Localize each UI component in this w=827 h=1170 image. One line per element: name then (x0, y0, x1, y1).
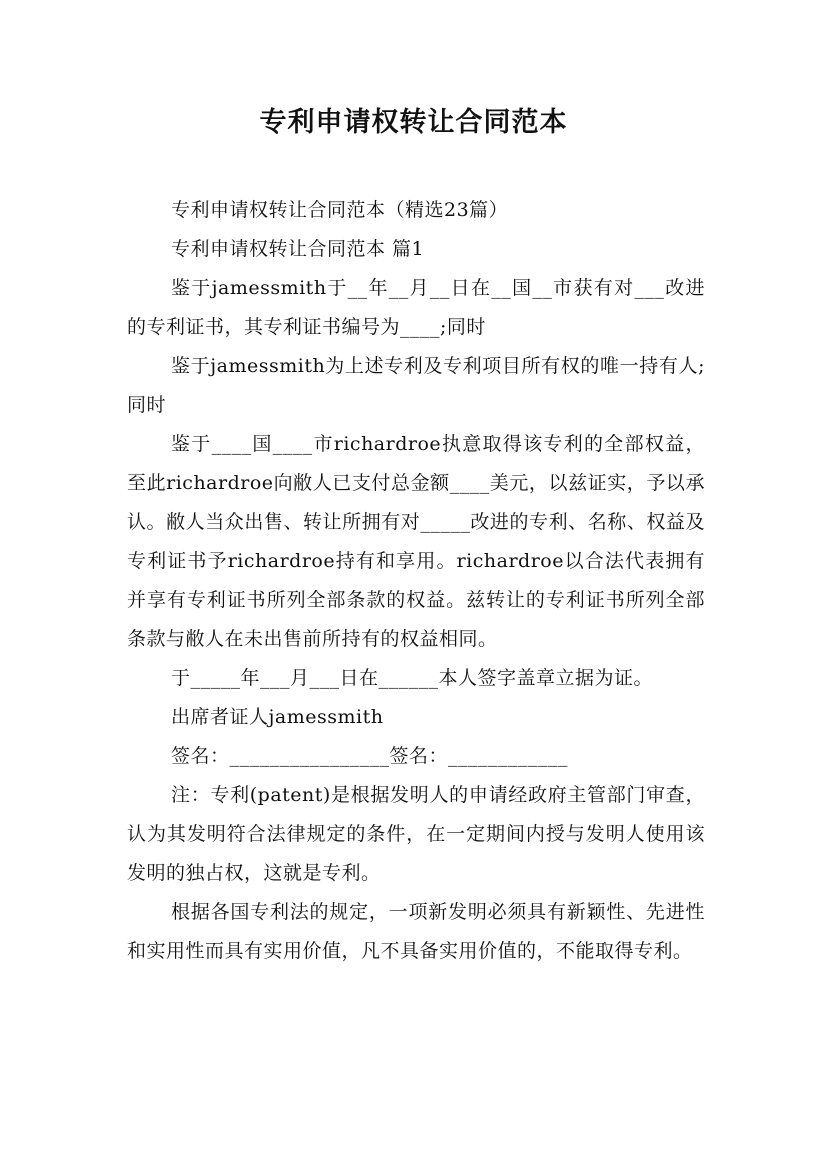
paragraph-note-requirements: 根据各国专利法的规定，一项新发明必须具有新颖性、先进性和实用性而具有实用价值，凡不具备实用价值的，不能取得专利。 (127, 901, 705, 962)
document-body (127, 191, 705, 971)
paragraph-note-definition: 注：专利(patent)是根据发明人的申请经政府主管部门审查，认为其发明符合法律规定的条件，在一定期间内授与发明人使用该发明的独占权，这就是专利。 (127, 784, 705, 884)
paragraph-whereas-holder: 鉴于jamessmith为上述专利及专利项目所有权的唯一持有人;同时 (127, 355, 705, 416)
paragraph-subtitle: 专利申请权转让合同范本（精选23篇） (171, 199, 509, 221)
document-title: 专利申请权转让合同范本 (259, 107, 568, 138)
paragraph-witness: 出席者证人jamessmith (171, 706, 384, 728)
paragraph-transfer-terms: 鉴于____国____市richardroe执意取得该专利的全部权益，至此richardroe向敝人已支付总金额____美元，以兹证实，予以承认。敝人当众出售、转让所拥有对_____改进的专利、名称、权益及专利证书予richardroe持有和享用。richardroe以合法代表拥有并享有专利证书所列全部条款的权益。兹转让的专利证书所列全部条款与敝人在未出售前所持有的权益相同。 (127, 433, 705, 650)
paragraph-whereas-patent: 鉴于jamessmith于__年__月__日在__国__市获有对___改进的专利证书，其专利证书编号为____;同时 (127, 277, 705, 338)
paragraph-date-seal: 于_____年___月___日在______本人签字盖章立据为证。 (171, 667, 654, 689)
paragraph-section-heading: 专利申请权转让合同范本 篇1 (171, 238, 425, 260)
paragraph-signatures: 签名：________________签名：____________ (171, 745, 569, 767)
